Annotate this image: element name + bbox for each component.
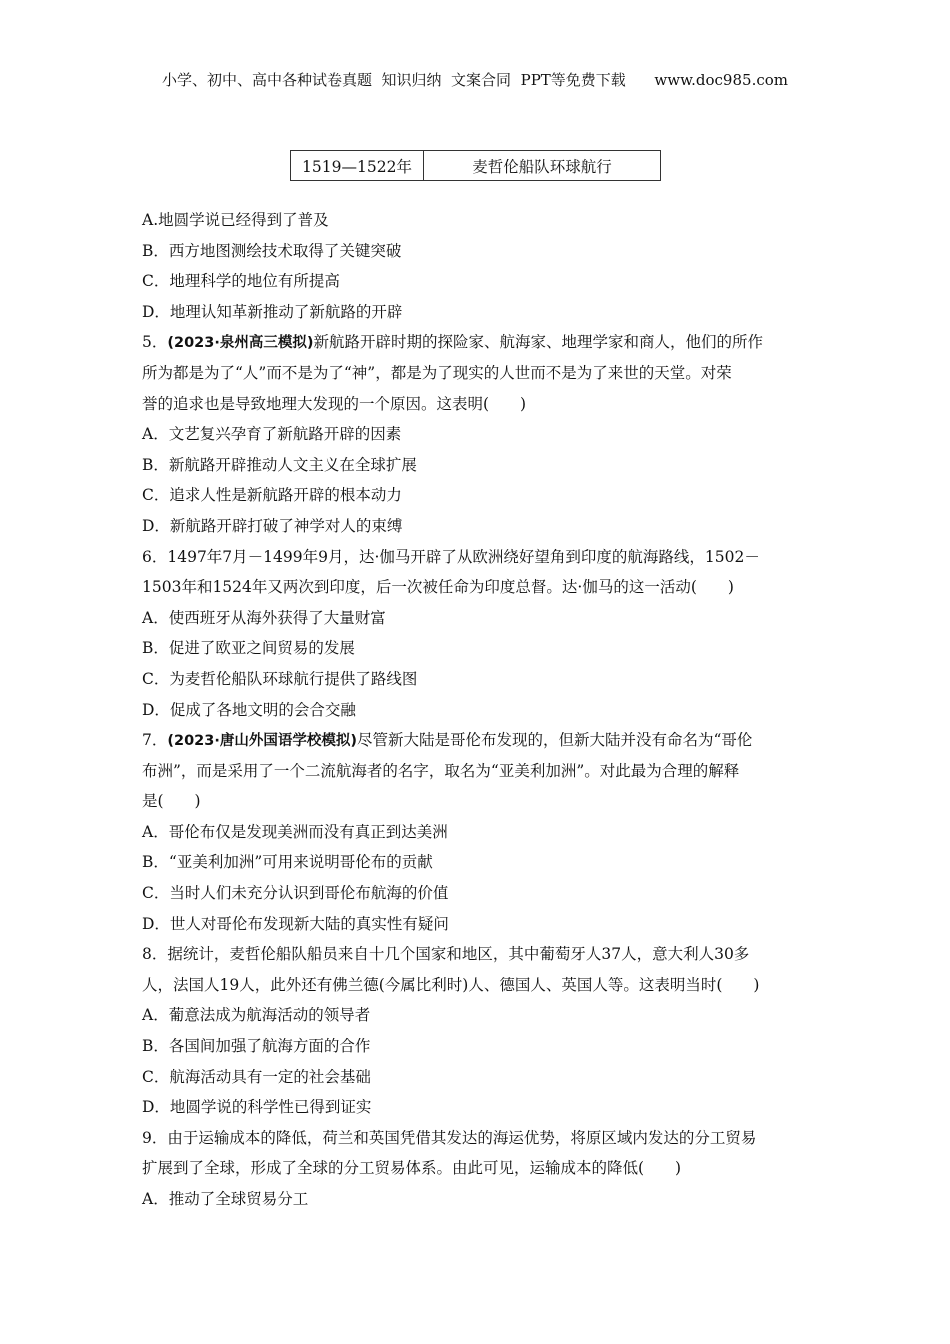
table-cell-period: 1519—1522年 <box>291 151 424 181</box>
history-table <box>290 150 661 181</box>
q7-option-b: B．“亚美利加洲”可用来说明哥伦布的贡献 <box>142 853 433 872</box>
q7-option-d: D．世人对哥伦布发现新大陆的真实性有疑问 <box>142 914 449 933</box>
q6-stem-line-2: 1503年和1524年又两次到印度，后一次被任命为印度总督。达·伽马的这一活动( ) <box>142 578 734 597</box>
q5-source: (2023·泉州高三模拟) <box>167 335 314 352</box>
q4-option-b: B．西方地图测绘技术取得了关键突破 <box>142 241 402 260</box>
table-row <box>291 151 661 181</box>
q7-stem-line-1 <box>142 725 812 756</box>
q8-option-a: A．葡意法成为航海活动的领导者 <box>142 1006 371 1025</box>
q4-option-c: C．地理科学的地位有所提高 <box>142 272 340 291</box>
q4-option-a: A.地圆学说已经得到了普及 <box>142 211 329 229</box>
q6-option-b: B．促进了欧亚之间贸易的发展 <box>142 639 355 658</box>
q5-option-c: C．追求人性是新航路开辟的根本动力 <box>142 486 402 505</box>
table-cell-event: 麦哲伦船队环球航行 <box>424 151 661 181</box>
q8-option-d: D．地圆学说的科学性已得到证实 <box>142 1098 372 1117</box>
q9-stem-line-1: 9．由于运输成本的降低，荷兰和英国凭借其发达的海运优势，将原区域内发达的分工贸易 <box>142 1128 757 1147</box>
q5-number: 5． <box>142 333 168 352</box>
q6-option-a: A．使西班牙从海外获得了大量财富 <box>142 608 386 627</box>
q6-option-c: C．为麦哲伦船队环球航行提供了路线图 <box>142 669 418 688</box>
q9-option-a: A．推动了全球贸易分工 <box>142 1190 309 1208</box>
q7-stem-line-3: 是( ) <box>142 792 201 811</box>
q5-option-d: D．新航路开辟打破了神学对人的束缚 <box>142 516 403 535</box>
q8-option-b: B．各国间加强了航海方面的合作 <box>142 1037 371 1056</box>
q8-stem-line-1: 8．据统计，麦哲伦船队船员来自十几个国家和地区，其中葡萄牙人37人，意大利人30多 <box>142 945 750 964</box>
q5-stem-line-1 <box>142 327 812 358</box>
q7-number: 7． <box>142 731 168 750</box>
q6-stem-line-1: 6．1497年7月－1499年9月，达·伽马开辟了从欧洲绕好望角到印度的航海路线，1502－ <box>142 547 760 566</box>
q5-option-a: A．文艺复兴孕育了新航路开辟的因素 <box>142 425 402 444</box>
q5-option-b: B．新航路开辟推动人文主义在全球扩展 <box>142 455 417 474</box>
q5-stem-line-2: 所为都是为了“人”而不是为了“神”，都是为了现实的人世而不是为了来世的天堂。对荣 <box>142 363 732 382</box>
q9-stem-line-2: 扩展到了全球，形成了全球的分工贸易体系。由此可见，运输成本的降低( ) <box>142 1159 682 1178</box>
q7-stem-line-2: 布洲”，而是采用了一个二流航海者的名字，取名为“亚美利加洲”。对此最为合理的解释 <box>142 761 740 780</box>
q7-option-a: A．哥伦布仅是发现美洲而没有真正到达美洲 <box>142 822 448 841</box>
q5-stem-text: 新航路开辟时期的探险家、航海家、地理学家和商人，他们的所作 <box>313 333 764 352</box>
q5-stem-line-3: 誉的追求也是导致地理大发现的一个原因。这表明( ) <box>142 394 527 413</box>
q4-option-d: D．地理认知革新推动了新航路的开辟 <box>142 302 403 321</box>
q7-option-c: C．当时人们未充分认识到哥伦布航海的价值 <box>142 884 449 903</box>
question-body <box>142 205 812 1215</box>
q7-stem-text: 尽管新大陆是哥伦布发现的，但新大陆并没有命名为“哥伦 <box>357 731 753 750</box>
page-header: 小学、初中、高中各种试卷真题 知识归纳 文案合同 PPT等免费下载 www.doc985.com <box>161 71 788 89</box>
q8-option-c: C．航海活动具有一定的社会基础 <box>142 1067 371 1086</box>
q7-source: (2023·唐山外国语学校模拟) <box>167 733 357 750</box>
q8-stem-line-2: 人，法国人19人，此外还有佛兰德(今属比利时)人、德国人、英国人等。这表明当时( ) <box>142 975 760 994</box>
q6-option-d: D．促成了各地文明的会合交融 <box>142 700 356 719</box>
